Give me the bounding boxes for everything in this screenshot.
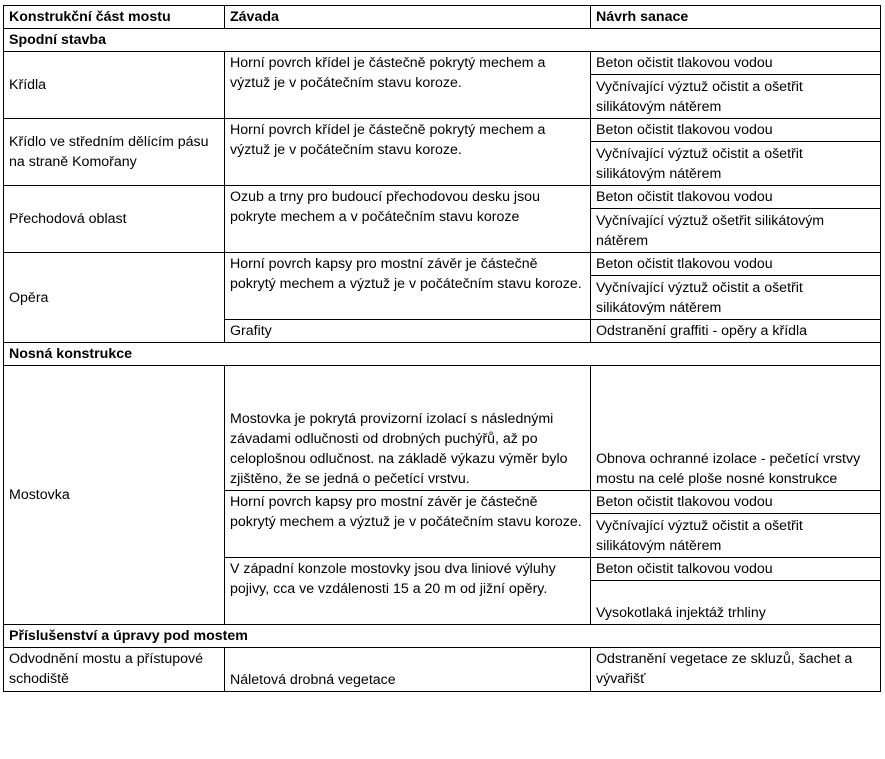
section-row bbox=[4, 29, 881, 52]
table-row bbox=[4, 52, 881, 75]
defect-odvodneni: Náletová drobná vegetace bbox=[225, 648, 591, 692]
part-mostovka: Mostovka bbox=[4, 366, 225, 625]
section-spodni-stavba: Spodní stavba bbox=[4, 29, 881, 52]
table-header-row bbox=[4, 6, 881, 29]
remedy-mostovka-1: Obnova ochranné izolace - pečetící vrstvy mostu na celé ploše nosné konstrukce bbox=[591, 366, 881, 491]
remedy-opera-1: Beton očistit tlakovou vodou bbox=[591, 253, 881, 276]
remedy-mostovka-5: Vysokotlaká injektáž trhliny bbox=[591, 581, 881, 625]
remedy-prechodova-1: Beton očistit tlakovou vodou bbox=[591, 186, 881, 209]
table-row bbox=[4, 366, 881, 491]
remedy-kridla-2: Vyčnívající výztuž očistit a ošetřit silikátovým nátěrem bbox=[591, 75, 881, 119]
remedy-mostovka-2: Beton očistit tlakovou vodou bbox=[591, 491, 881, 514]
remedy-kridlo-stredni-2: Vyčnívající výztuž očistit a ošetřit silikátovým nátěrem bbox=[591, 142, 881, 186]
remedy-mostovka-4: Beton očistit talkovou vodou bbox=[591, 558, 881, 581]
document-page bbox=[3, 5, 881, 692]
remedy-opera-3: Odstranění graffiti - opěry a křídla bbox=[591, 320, 881, 343]
section-prislusenstvi: Příslušenství a úpravy pod mostem bbox=[4, 625, 881, 648]
remedy-mostovka-3: Vyčnívající výztuž očistit a ošetřit silikátovým nátěrem bbox=[591, 514, 881, 558]
part-kridlo-stredni: Křídlo ve středním dělícím pásu na straně Komořany bbox=[4, 119, 225, 186]
table-row bbox=[4, 119, 881, 142]
defect-opera-2: Grafity bbox=[225, 320, 591, 343]
section-nosna-konstrukce: Nosná konstrukce bbox=[4, 343, 881, 366]
remedy-odvodneni: Odstranění vegetace ze skluzů, šachet a vývařišť bbox=[591, 648, 881, 692]
table-row bbox=[4, 253, 881, 276]
part-prechodova: Přechodová oblast bbox=[4, 186, 225, 253]
header-structural-part: Konstrukční část mostu bbox=[4, 6, 225, 29]
section-row bbox=[4, 625, 881, 648]
defect-kridla: Horní povrch křídel je částečně pokrytý mechem a výztuž je v počátečním stavu koroze. bbox=[225, 52, 591, 119]
part-opera: Opěra bbox=[4, 253, 225, 343]
header-defect: Závada bbox=[225, 6, 591, 29]
part-odvodneni: Odvodnění mostu a přístupové schodiště bbox=[4, 648, 225, 692]
part-kridla: Křídla bbox=[4, 52, 225, 119]
defect-prechodova: Ozub a trny pro budoucí přechodovou desku jsou pokryte mechem a v počátečním stavu koroze bbox=[225, 186, 591, 253]
defect-mostovka-2: Horní povrch kapsy pro mostní závěr je částečně pokrytý mechem a výztuž je v počátečním stavu koroze. bbox=[225, 491, 591, 558]
remedy-prechodova-2: Vyčnívající výztuž ošetřit silikátovým nátěrem bbox=[591, 209, 881, 253]
table-row bbox=[4, 648, 881, 692]
header-remedy: Návrh sanace bbox=[591, 6, 881, 29]
defect-kridlo-stredni: Horní povrch křídel je částečně pokrytý mechem a výztuž je v počátečním stavu koroze. bbox=[225, 119, 591, 186]
remedy-opera-2: Vyčnívající výztuž očistit a ošetřit silikátovým nátěrem bbox=[591, 276, 881, 320]
table-row bbox=[4, 186, 881, 209]
defect-mostovka-1: Mostovka je pokrytá provizorní izolací s následnými závadami odlučnosti od drobných puchýřů, až po celoplošnou odlučnost. na základě výkazu výměr bylo zjištěno, že se jedná o pečetící vrstvu. bbox=[225, 366, 591, 491]
defect-opera-1: Horní povrch kapsy pro mostní závěr je částečně pokrytý mechem a výztuž je v počátečním stavu koroze. bbox=[225, 253, 591, 320]
remedy-kridlo-stredni-1: Beton očistit tlakovou vodou bbox=[591, 119, 881, 142]
section-row bbox=[4, 343, 881, 366]
defect-mostovka-3: V západní konzole mostovky jsou dva liniové výluhy pojivy, cca ve vzdálenosti 15 a 20 m od jižní opěry. bbox=[225, 558, 591, 625]
remediation-table bbox=[3, 5, 881, 692]
remedy-kridla-1: Beton očistit tlakovou vodou bbox=[591, 52, 881, 75]
